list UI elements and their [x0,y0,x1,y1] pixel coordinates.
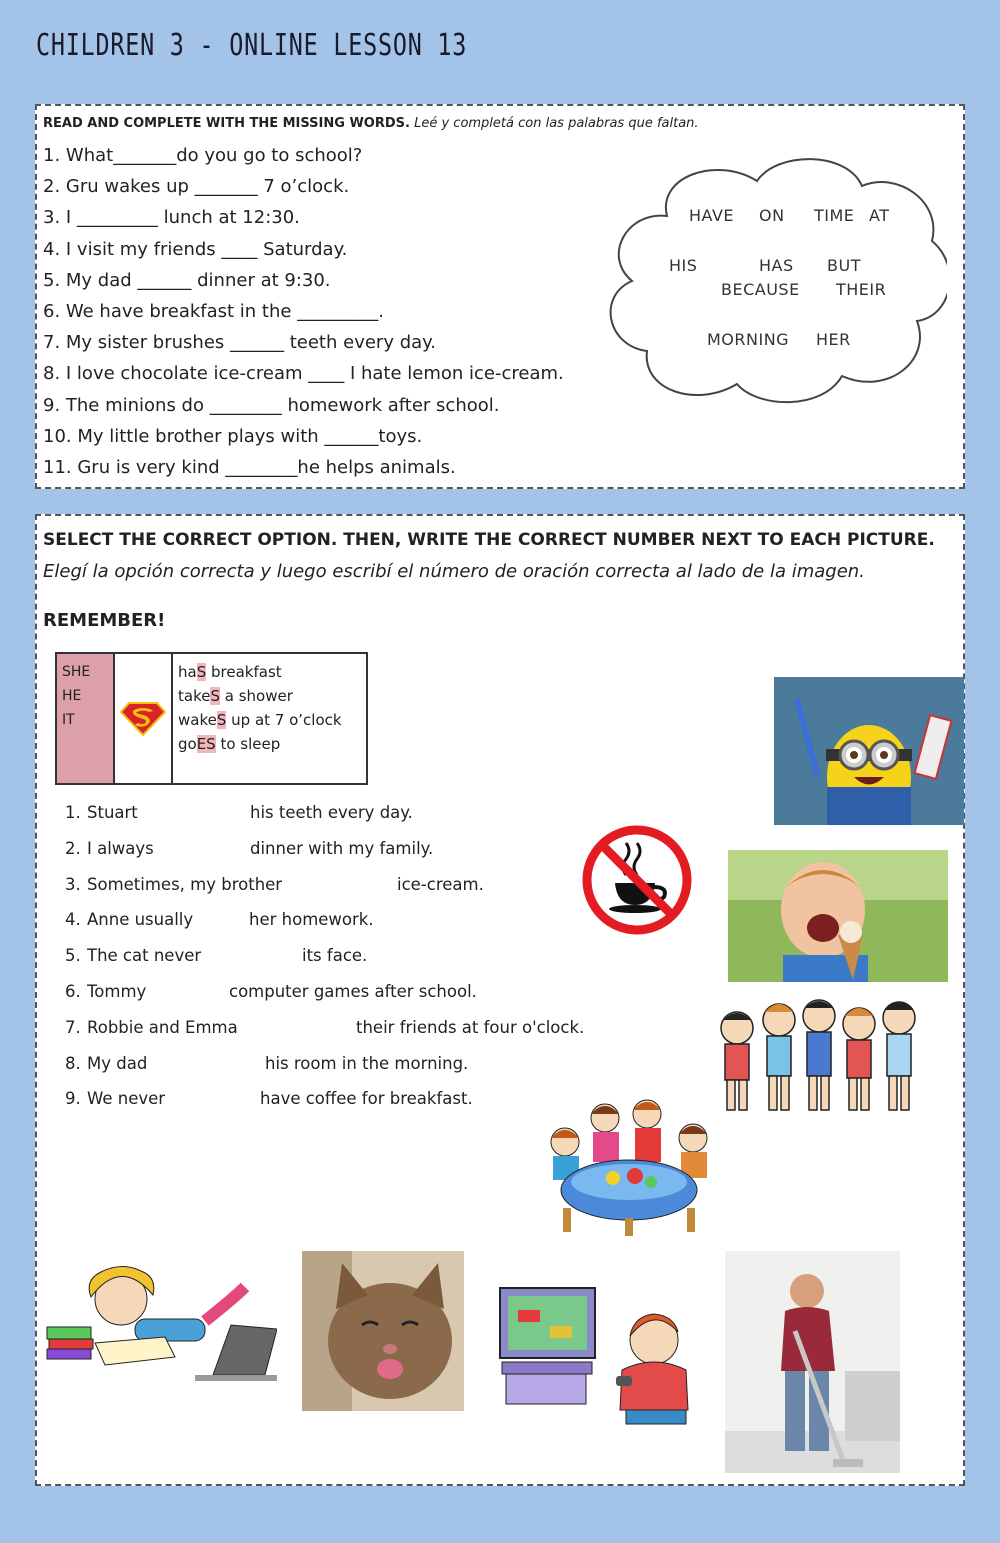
sentence: 10. My little brother plays with ______toys. [43,425,423,447]
example-column [173,654,366,783]
pronoun: SHE [62,664,91,680]
pronoun: HE [62,688,82,704]
remember-heading: REMEMBER! [43,610,166,631]
example-verb: goES to sleep [178,735,281,753]
instruction-bold: READ AND COMPLETE WITH THE MISSING WORDS. [43,116,410,131]
sentence-list [43,140,564,483]
sentence: 7. My sister brushes ______ teeth every day. [43,332,436,354]
example-verb: wakeS up at 7 o’clock [178,711,342,729]
dad-cleaning-room-image [725,1251,900,1473]
instruction-italic: Leé y completá con las palabras que faltan. [414,116,699,131]
list-item: 5. The cat never its face. [65,946,368,966]
minion-brushing-teeth-image [774,677,964,825]
list-item: 3. Sometimes, my brother ice-cream. [65,874,484,894]
children-group-image [707,992,932,1119]
instruction-bold: SELECT THE CORRECT OPTION. THEN, WRITE THE CORRECT NUMBER NEXT TO EACH PICTURE. [43,530,935,550]
word-bank-word: HER [816,330,851,349]
boy-eating-ice-cream-image [728,850,948,982]
sentence: 11. Gru is very kind ________he helps animals. [43,456,456,478]
boy-playing-video-games-image [492,1270,692,1430]
pronoun-column [57,654,115,783]
list-item: 2. I always dinner with my family. [65,838,434,858]
page-title: CHILDREN 3 - ONLINE LESSON 13 [36,28,468,63]
word-bank-word: MORNING [707,330,790,349]
word-bank-word: HAVE [689,206,735,225]
word-bank-word: BECAUSE [721,280,800,299]
sentence: 4. I visit my friends ____ Saturday. [43,238,348,260]
example-verb: takeS a shower [178,687,293,705]
list-item: 7. Robbie and Emma their friends at four o'clock. [65,1017,585,1037]
word-bank-word: HIS [669,256,698,275]
sentence: 5. My dad ______ dinner at 9:30. [43,269,331,291]
family-dinner-image [543,1090,715,1236]
example-verb: haS breakfast [178,663,282,681]
option-sentence-list [65,796,585,1118]
exercise-2-instruction [43,524,953,588]
select-option-exercise [35,514,965,1486]
exercise-1-instruction [43,116,699,131]
sentence: 1. What_______do you go to school? [43,145,363,166]
cat-licking-face-image [302,1251,464,1411]
list-item: 1. Stuart his teeth every day. [65,803,413,822]
word-bank-word: HAS [759,256,794,275]
cloud-shape-icon [597,146,947,411]
missing-words-exercise [35,104,965,489]
list-item: 8. My dad his room in the morning. [65,1053,469,1073]
sentence: 9. The minions do ________ homework after school. [43,394,500,416]
list-item: 6. Tommy computer games after school. [65,981,477,1001]
girl-doing-homework-image [45,1257,277,1392]
word-bank-word: THEIR [836,280,887,299]
word-bank-word: ON [759,206,785,225]
list-item: 9. We never have coffee for breakfast. [65,1089,473,1109]
no-coffee-sign-icon [580,823,695,938]
sentence: 6. We have breakfast in the _________. [43,300,384,322]
sentence: 2. Gru wakes up _______ 7 o’clock. [43,176,350,198]
word-bank-word: TIME [814,206,855,225]
sentence: 8. I love chocolate ice-cream ____ I hate lemon ice-cream. [43,363,564,385]
sentence: 3. I _________ lunch at 12:30. [43,207,300,229]
word-bank-word: BUT [827,256,861,275]
list-item: 4. Anne usually her homework. [65,910,374,930]
pronoun: IT [62,712,75,728]
instruction-italic: Elegí la opción correcta y luego escribí el número de oración correcta al lado de la imagen. [43,561,865,582]
word-bank-word: AT [869,206,890,225]
superman-logo-icon [115,654,173,783]
grammar-rule-table [55,652,368,785]
word-bank-cloud [597,146,947,411]
